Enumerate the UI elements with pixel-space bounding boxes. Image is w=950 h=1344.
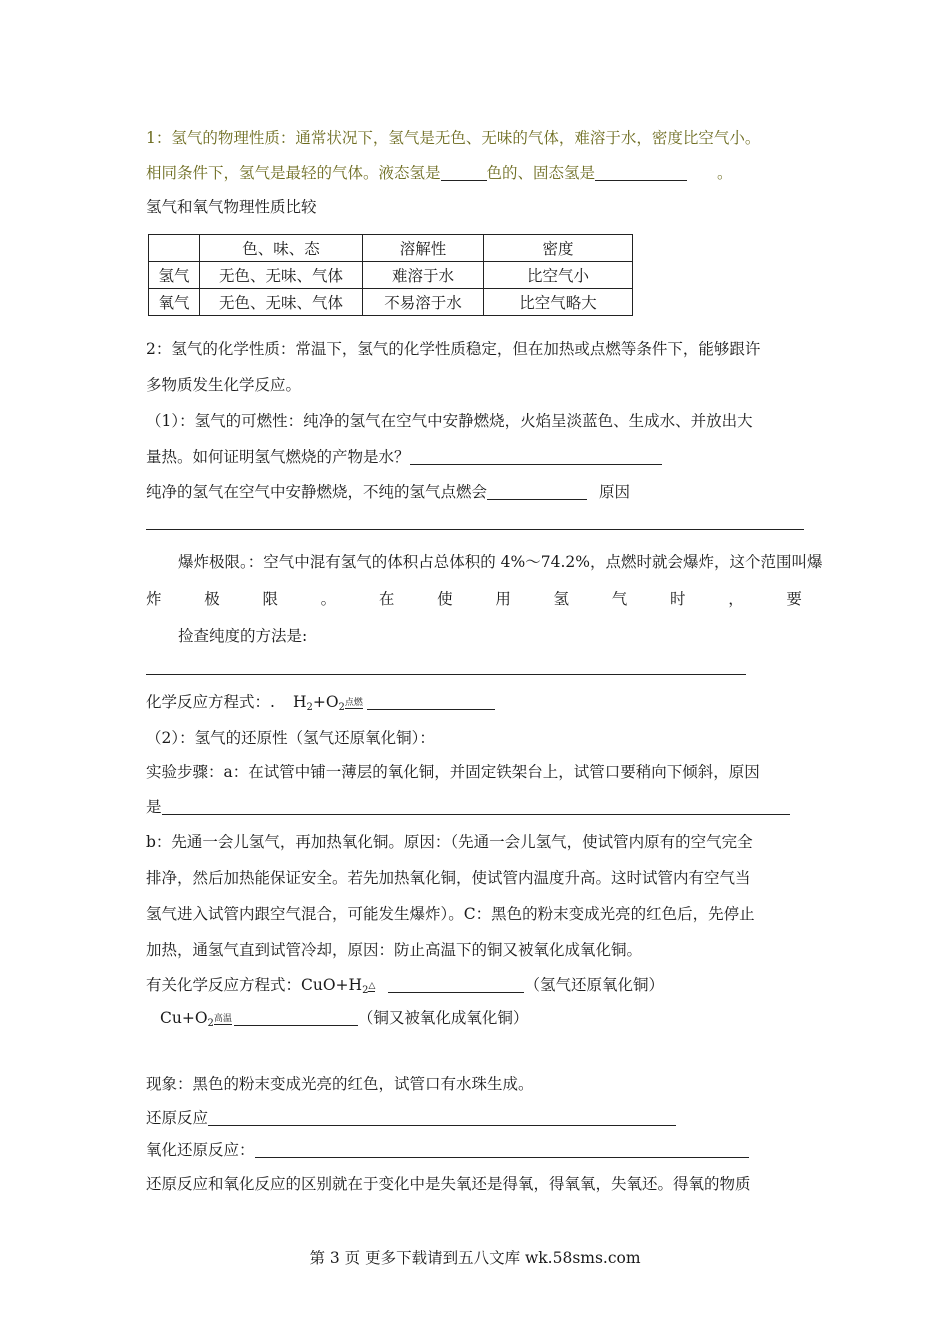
char: 限 (262, 590, 278, 608)
table-row (149, 289, 633, 316)
blank-equation-2[interactable] (388, 976, 524, 993)
formula: $H_2+O_2$ (292, 693, 345, 713)
text: 原因 (599, 483, 631, 501)
chemical-properties-line-1: 2：氢气的化学性质：常温下，氢气的化学性质稳定，但在加热或点燃等条件下，能够跟许 (146, 340, 761, 358)
combustibility-line-2 (146, 447, 662, 467)
text: 相同条件下，氢气是最轻的气体。液态氢是 (146, 164, 441, 182)
char: 气 (611, 590, 628, 608)
explosion-limit-line-1: 爆炸极限。：空气中混有氢气的体积占总体积的 4%～74.2%，点燃时就会爆炸，这个范围叫爆 (178, 553, 823, 571)
char: 极 (204, 590, 220, 608)
char: 炸 (146, 590, 162, 608)
equation-reduction: 有关化学反应方程式：$CuO+H_2$ △ （氢气还原氧化铜） (146, 976, 664, 996)
equation-combustion: 化学反应方程式：. $H_2+O_2$ 点燃 (146, 692, 495, 718)
text: 还原反应 (146, 1109, 209, 1127)
answer-line-purity[interactable] (146, 674, 746, 675)
phenomenon: 现象：黑色的粉末变成光亮的红色，试管口有水珠生成。 (146, 1075, 534, 1093)
redox-reaction-line (146, 1140, 749, 1160)
comparison-table (148, 234, 633, 316)
table-cell: 难溶于水 (363, 262, 484, 289)
table-cell: 比空气略大 (484, 289, 633, 316)
purity-check-line: 捡查纯度的方法是: (178, 627, 308, 645)
blank-redox-definition[interactable] (255, 1141, 749, 1158)
combustibility-line-3 (146, 482, 630, 502)
table-cell: 氧气 (149, 289, 200, 316)
blank-impure-result[interactable] (487, 483, 587, 500)
text: （铜又被氧化成氧化铜） (357, 1009, 529, 1027)
table-cell: 氢气 (149, 262, 200, 289)
step-b-line-2: 排净，然后加热能保证安全。若先加热氧化铜，使试管内温度升高。这时试管内有空气当 (146, 869, 751, 887)
blank-prove-water[interactable] (410, 448, 662, 465)
table-row (149, 262, 633, 289)
subscript: 2 (207, 1018, 214, 1029)
blank-equation-3[interactable] (234, 1009, 358, 1026)
text: 纯净的氢气在空气中安静燃烧，不纯的氢气点燃会 (146, 483, 488, 501)
text: 氧化还原反应： (146, 1141, 255, 1159)
text: Cu+O (160, 1009, 208, 1027)
text: 是 (146, 798, 162, 816)
blank-liquid-color[interactable] (441, 164, 487, 181)
blank-tilt-reason[interactable] (162, 798, 790, 815)
table-header (149, 235, 200, 262)
step-a-line-2 (146, 797, 790, 817)
comparison-title: 氢气和氧气物理性质比较 (146, 198, 317, 216)
answer-line-reason[interactable] (146, 529, 804, 530)
equation-oxidation: $Cu+O_2$ 高温 （铜又被氧化成氧化铜） (160, 1009, 529, 1029)
char: 氢 (553, 590, 570, 608)
table-header-row (149, 235, 633, 262)
blank-reduction-definition[interactable] (208, 1109, 676, 1126)
char: 时 (669, 590, 686, 608)
table-header: 色、味、态 (200, 235, 363, 262)
text: （氢气还原氧化铜） (524, 976, 664, 994)
text: 。 (717, 164, 733, 182)
subscript: 2 (362, 985, 369, 996)
chemical-properties-line-2: 多物质发生化学反应。 (146, 376, 302, 394)
char: 在 (378, 590, 395, 608)
blank-equation-1[interactable] (367, 693, 495, 710)
text: 化学反应方程式：. (146, 693, 275, 711)
table-cell: 无色、无味、气体 (200, 289, 363, 316)
table-cell: 不易溶于水 (363, 289, 484, 316)
difference-line: 还原反应和氧化反应的区别就在于变化中是失氧还是得氧，得氧氧，失氧还。得氧的物质 (146, 1175, 751, 1193)
combustibility-line-1: （1）：氢气的可燃性：纯净的氢气在空气中安静燃烧，火焰呈淡蓝色、生成水、并放出大 (146, 412, 753, 430)
table-cell: 比空气小 (484, 262, 633, 289)
step-b-line-1: b：先通一会儿氢气，再加热氧化铜。原因：（先通一会儿氢气，使试管内原有的空气完全 (146, 833, 753, 851)
text: 有关化学反应方程式：CuO+H (146, 976, 363, 994)
step-a-line-1: 实验步骤：a：在试管中铺一薄层的氧化铜，并固定铁架台上，试管口要稍向下倾斜，原因 (146, 763, 760, 781)
physical-properties-line-2 (146, 163, 733, 183)
table-header: 密度 (484, 235, 633, 262)
page-footer: 第 3 页 更多下载请到五八文库 wk.58sms.com (309, 1249, 641, 1267)
table-header: 溶解性 (363, 235, 484, 262)
explosion-limit-line-2 (146, 589, 802, 609)
char: 用 (495, 590, 511, 608)
text: 色的、固态氢是 (486, 164, 596, 182)
char: 要 (786, 590, 802, 608)
char: 。 (320, 590, 337, 608)
reduction-reaction-line (146, 1108, 676, 1128)
step-b-line-4: 加热，通氢气直到试管冷却，原因：防止高温下的铜又被氧化成氧化铜。 (146, 941, 643, 959)
table-cell: 无色、无味、气体 (200, 262, 363, 289)
char: 使 (437, 590, 453, 608)
char: ， (728, 590, 744, 608)
step-b-line-3: 氢气进入试管内跟空气混合，可能发生爆炸）。C：黑色的粉末变成光亮的红色后，先停止 (146, 905, 755, 923)
reduction-title: （2）：氢气的还原性（氢气还原氧化铜）： (146, 729, 435, 747)
physical-properties-line-1: 1：氢气的物理性质：通常状况下，氢气是无色、无味的气体，难溶于水，密度比空气小。 (146, 129, 761, 147)
text: 量热。如何证明氢气燃烧的产物是水？ (146, 448, 410, 466)
blank-solid-color[interactable] (595, 164, 687, 181)
